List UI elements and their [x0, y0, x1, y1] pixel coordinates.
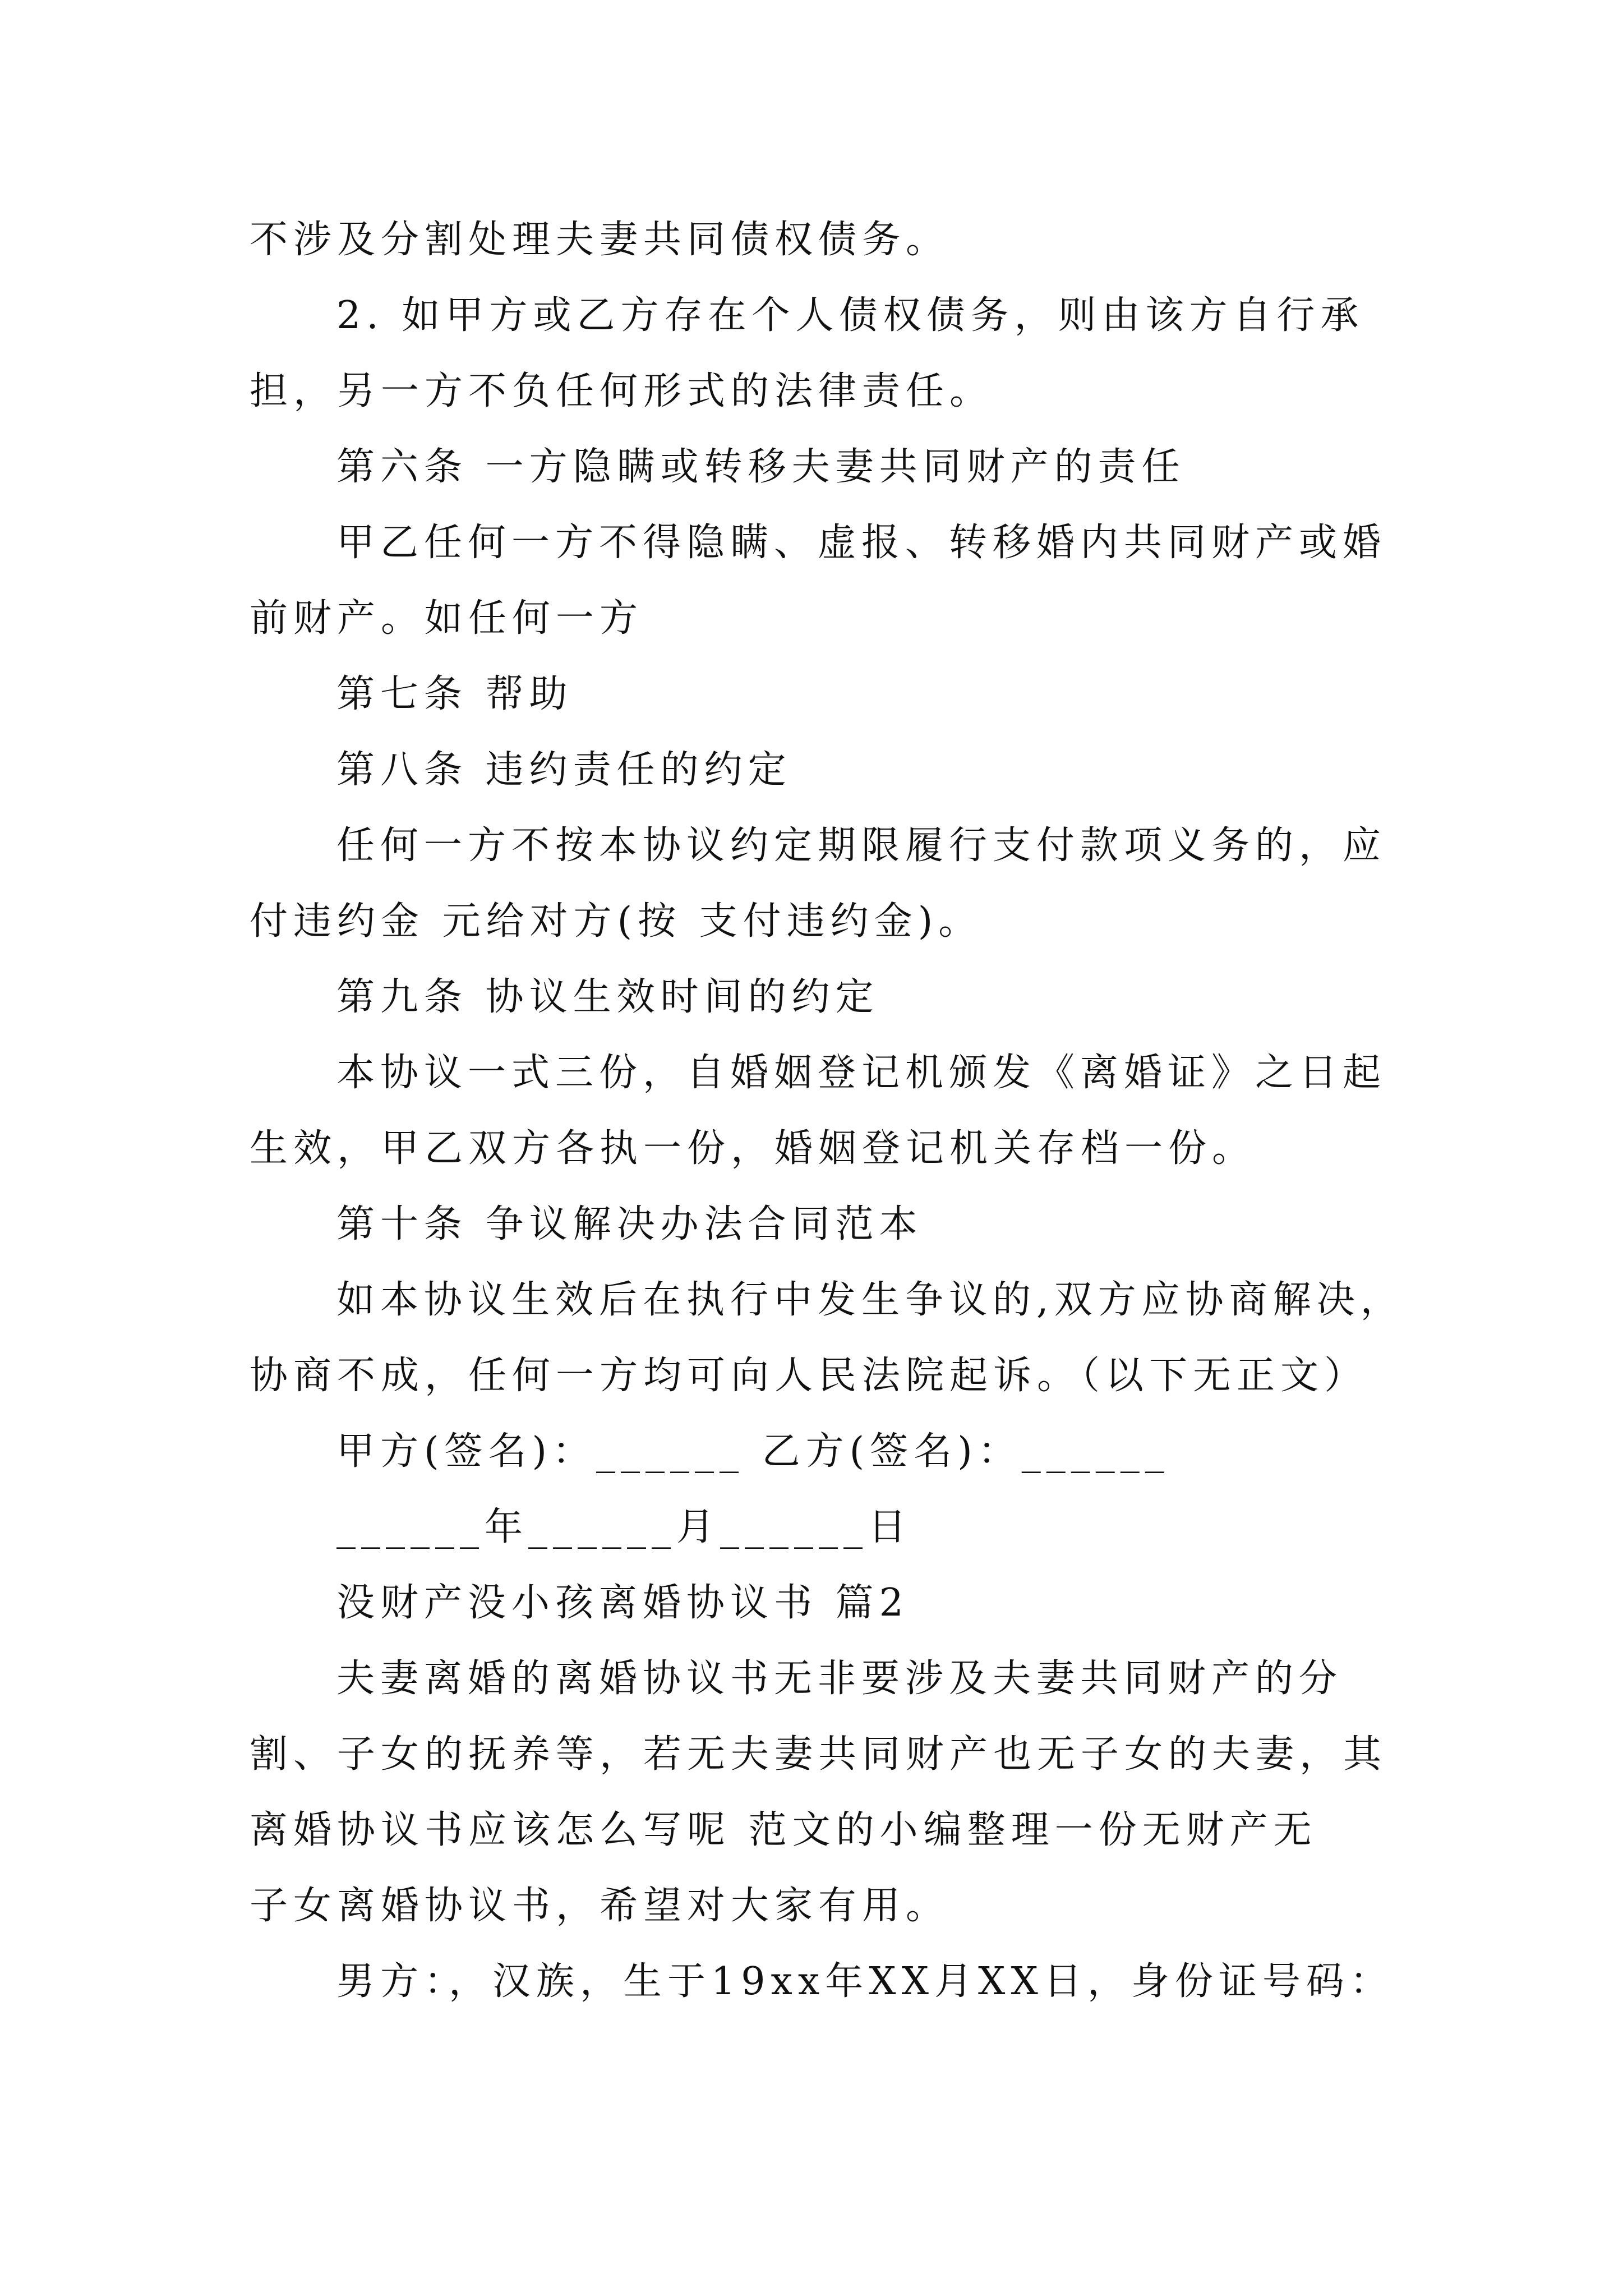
section-heading: 第十条 争议解决办法合同范本 — [336, 1202, 923, 1246]
section-heading: 第七条 帮助 — [336, 672, 573, 716]
text-line: 男方：，汉族，生于19xx年XX月XX日，身份证号码： — [336, 1959, 1394, 2004]
text-line: 割、子女的抚养等，若无夫妻共同财产也无子女的夫妻，其 — [250, 1732, 1387, 1777]
text-line: 协商不成，任何一方均可向人民法院起诉。（以下无正文） — [250, 1354, 1368, 1398]
text-line: 2. 如甲方或乙方存在个人债权债务，则由该方自行承 — [336, 293, 1364, 338]
text-line: 如本协议生效后在执行中发生争议的,双方应协商解决， — [336, 1278, 1404, 1322]
text-line: 前财产。如任何一方 — [250, 596, 644, 641]
article-title: 没财产没小孩离婚协议书 篇2 — [336, 1581, 909, 1625]
section-heading: 第九条 协议生效时间的约定 — [336, 975, 879, 1019]
text-line: 任何一方不按本协议约定期限履行支付款项义务的，应 — [336, 823, 1387, 868]
text-line: 生效，甲乙双方各执一份，婚姻登记机关存档一份。 — [250, 1126, 1256, 1171]
text-line: 夫妻离婚的离婚协议书无非要涉及夫妻共同财产的分 — [336, 1657, 1343, 1701]
text-line: 付违约金 元给对方(按 支付违约金)。 — [250, 899, 983, 944]
text-line: 担，另一方不负任何形式的法律责任。 — [250, 369, 994, 413]
text-line: 本协议一式三份，自婚姻登记机颁发《离婚证》之日起 — [336, 1051, 1387, 1095]
section-heading: 第八条 违约责任的约定 — [336, 748, 792, 792]
date-line: ______年______月______日 — [336, 1505, 912, 1549]
text-line: 离婚协议书应该怎么写呢 范文的小编整理一份无财产无 — [250, 1808, 1317, 1852]
section-heading: 第六条 一方隐瞒或转移夫妻共同财产的责任 — [336, 445, 1186, 489]
text-line: 子女离婚协议书，希望对大家有用。 — [250, 1884, 950, 1928]
signature-line: 甲方(签名)：______ 乙方(签名)：______ — [336, 1429, 1170, 1474]
text-line: 不涉及分割处理夫妻共同债权债务。 — [250, 218, 950, 262]
text-line: 甲乙任何一方不得隐瞒、虚报、转移婚内共同财产或婚 — [336, 521, 1387, 565]
